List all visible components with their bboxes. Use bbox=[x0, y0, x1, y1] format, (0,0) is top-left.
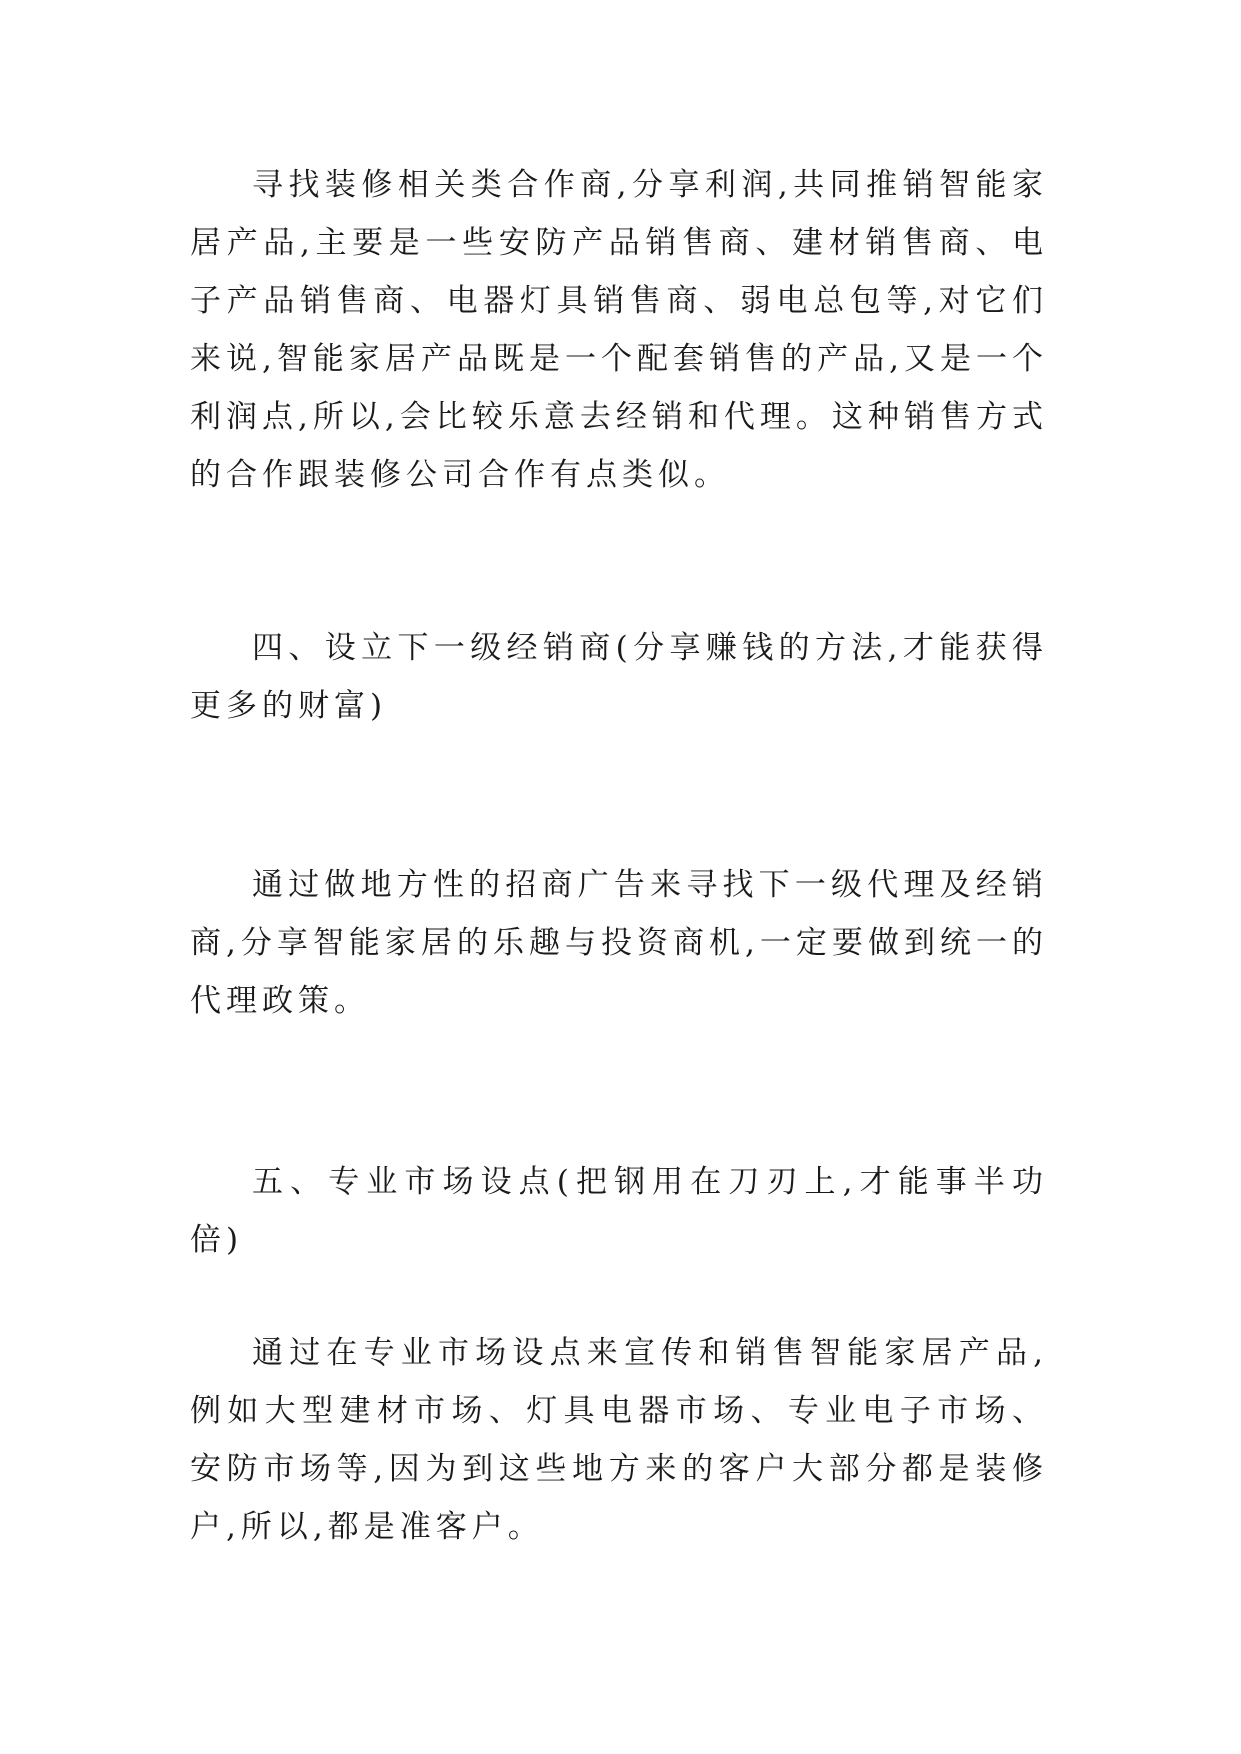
section-heading-four: 四、设立下一级经销商(分享赚钱的方法,才能获得更多的财富) bbox=[190, 630, 1048, 724]
body-paragraph: 寻找装修相关类合作商,分享利润,共同推销智能家居产品,主要是一些安防产品销售商、建材销售商、电子产品销售商、电器灯具销售商、弱电总包等,对它们来说,智能家居产品既是一个配套销售的产品,又是一个利润点,所以,会比较乐意去经销和代理。这种销售方式的合作跟装修公司合作有点类似。 bbox=[190, 167, 1048, 493]
section-heading-five: 五、专业市场设点(把钢用在刀刃上,才能事半功倍) bbox=[190, 1164, 1048, 1258]
body-paragraph: 通过在专业市场设点来宣传和销售智能家居产品,例如大型建材市场、灯具电器市场、专业电子市场、安防市场等,因为到这些地方来的客户大部分都是装修户,所以,都是准客户。 bbox=[190, 1335, 1048, 1545]
body-paragraph: 通过做地方性的招商广告来寻找下一级代理及经销商,分享智能家居的乐趣与投资商机,一定要做到统一的代理政策。 bbox=[190, 867, 1048, 1019]
